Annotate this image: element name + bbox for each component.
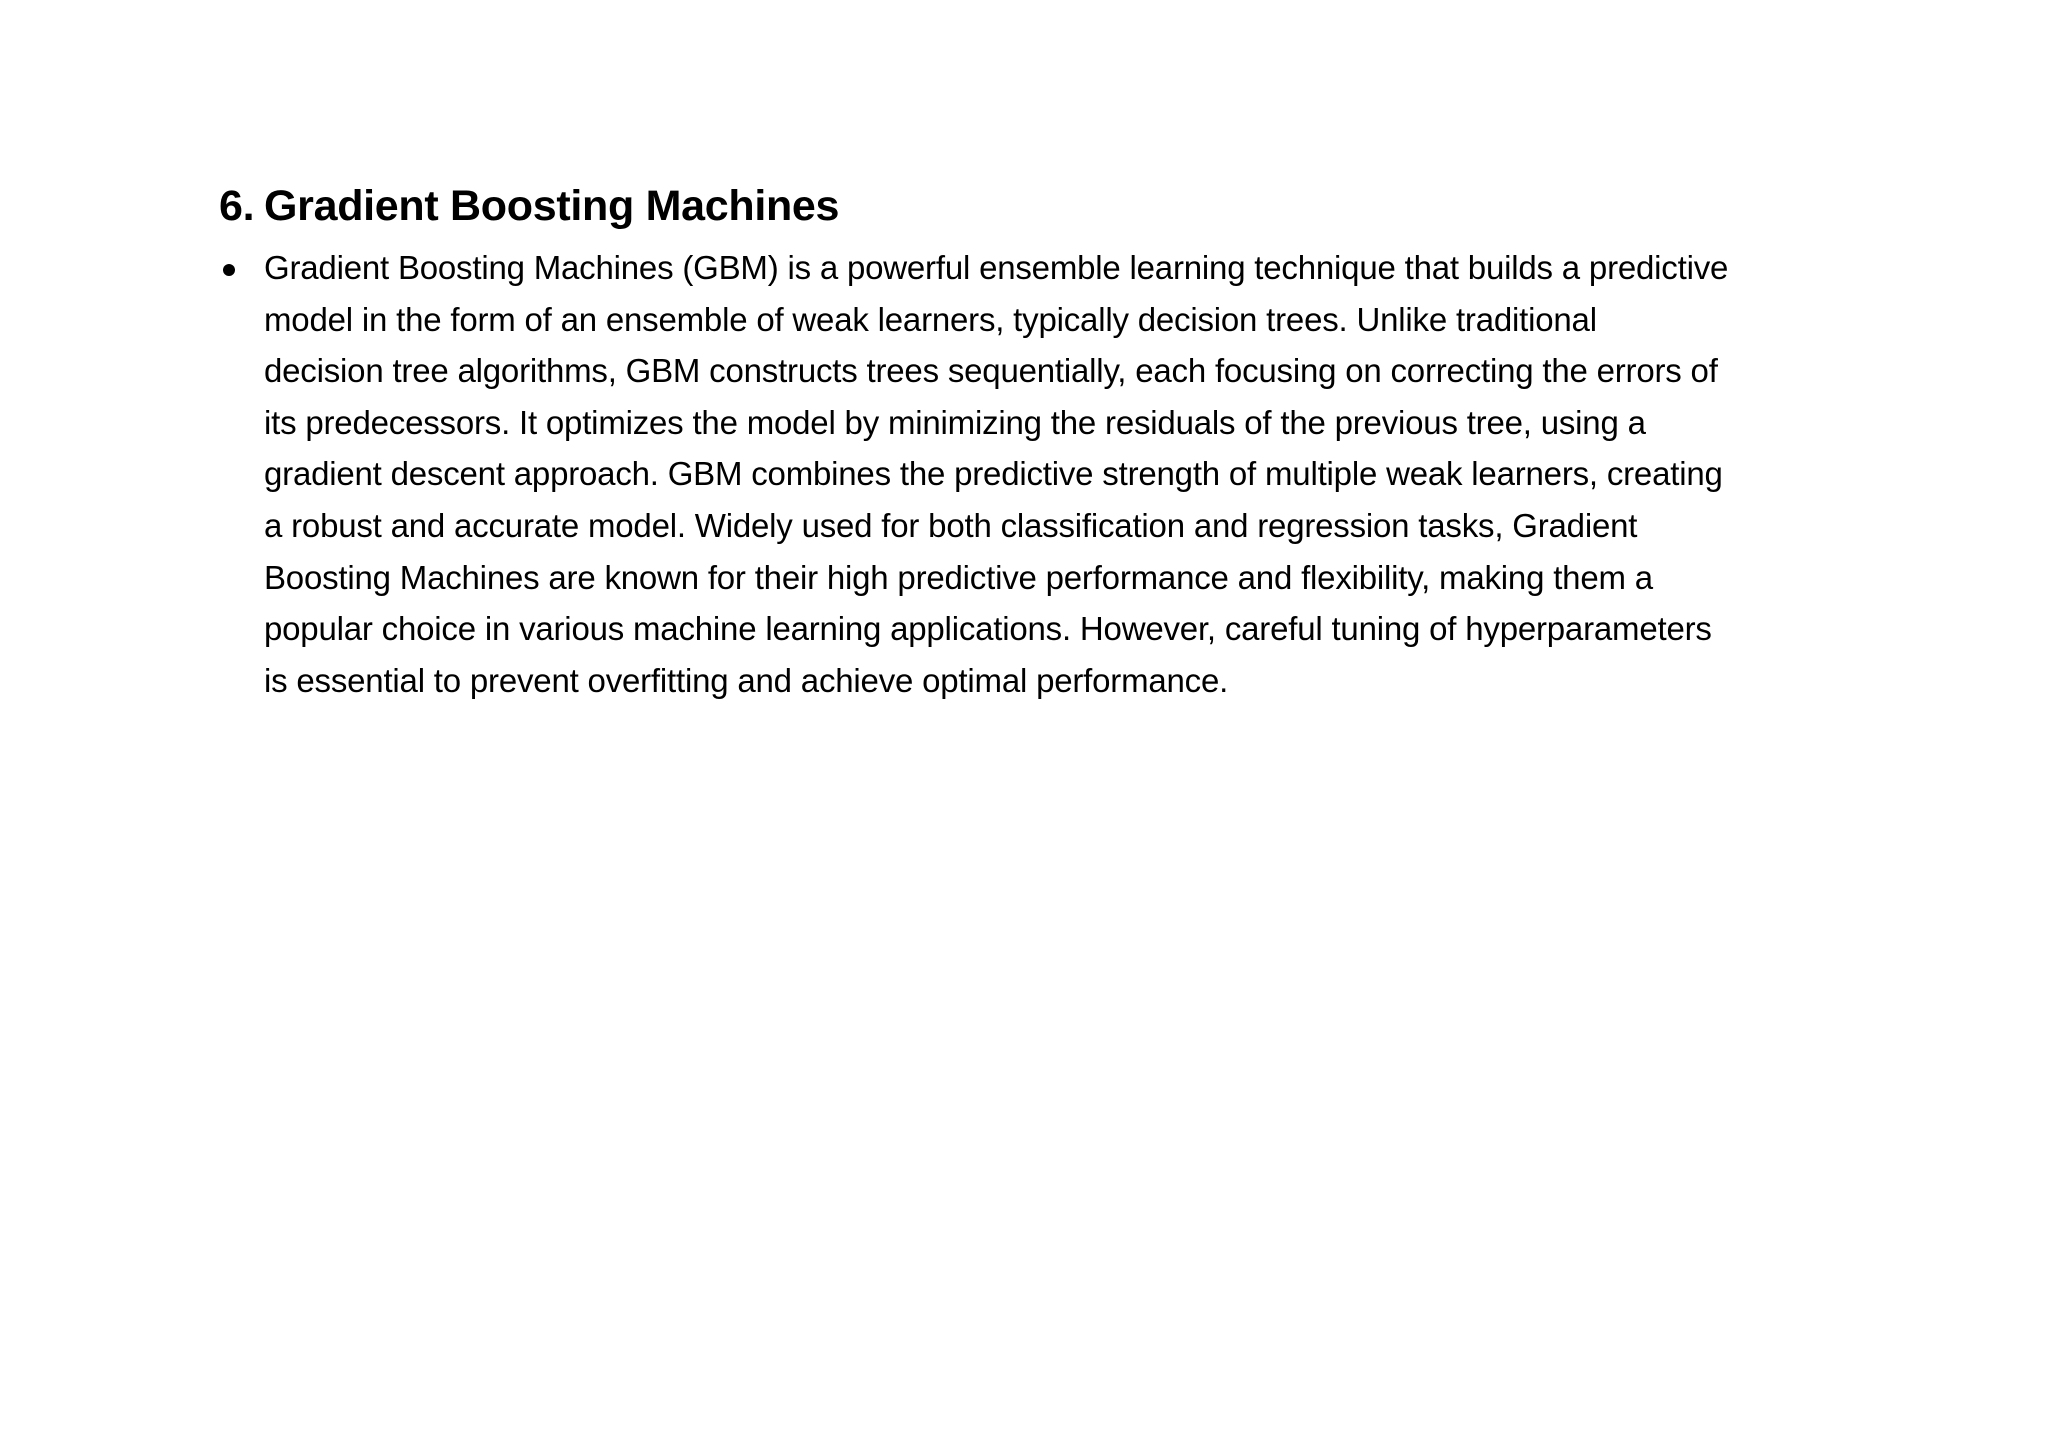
paragraph-line: model in the form of an ensemble of weak learners, typically decision trees. Unlike traditional bbox=[264, 300, 1597, 338]
paragraph-line: Gradient Boosting Machines (GBM) is a powerful ensemble learning technique that builds a predictive bbox=[264, 249, 1729, 286]
bullet-list bbox=[219, 242, 1879, 706]
paragraph-line: its predecessors. It optimizes the model by minimizing the residuals of the previous tree, using a bbox=[264, 403, 1646, 441]
section-title: Gradient Boosting Machines bbox=[264, 182, 840, 230]
list-item bbox=[219, 242, 1879, 706]
paragraph-line: gradient descent approach. GBM combines the predictive strength of multiple weak learners, creating bbox=[264, 455, 1723, 493]
paragraph-line: a robust and accurate model. Widely used for both classification and regression tasks, Gradient bbox=[264, 506, 1638, 544]
section-heading bbox=[219, 178, 839, 234]
paragraph-line: is essential to prevent overfitting and achieve optimal performance. bbox=[264, 661, 1229, 699]
paragraph-line: Boosting Machines are known for their high predictive performance and flexibility, making them a bbox=[264, 558, 1653, 596]
paragraph-line: popular choice in various machine learning applications. However, careful tuning of hyperparameters bbox=[264, 610, 1712, 648]
bullet-icon bbox=[223, 264, 235, 276]
section-number: 6. bbox=[219, 182, 255, 230]
paragraph-line: decision tree algorithms, GBM constructs trees sequentially, each focusing on correcting the errors of bbox=[264, 352, 1718, 390]
